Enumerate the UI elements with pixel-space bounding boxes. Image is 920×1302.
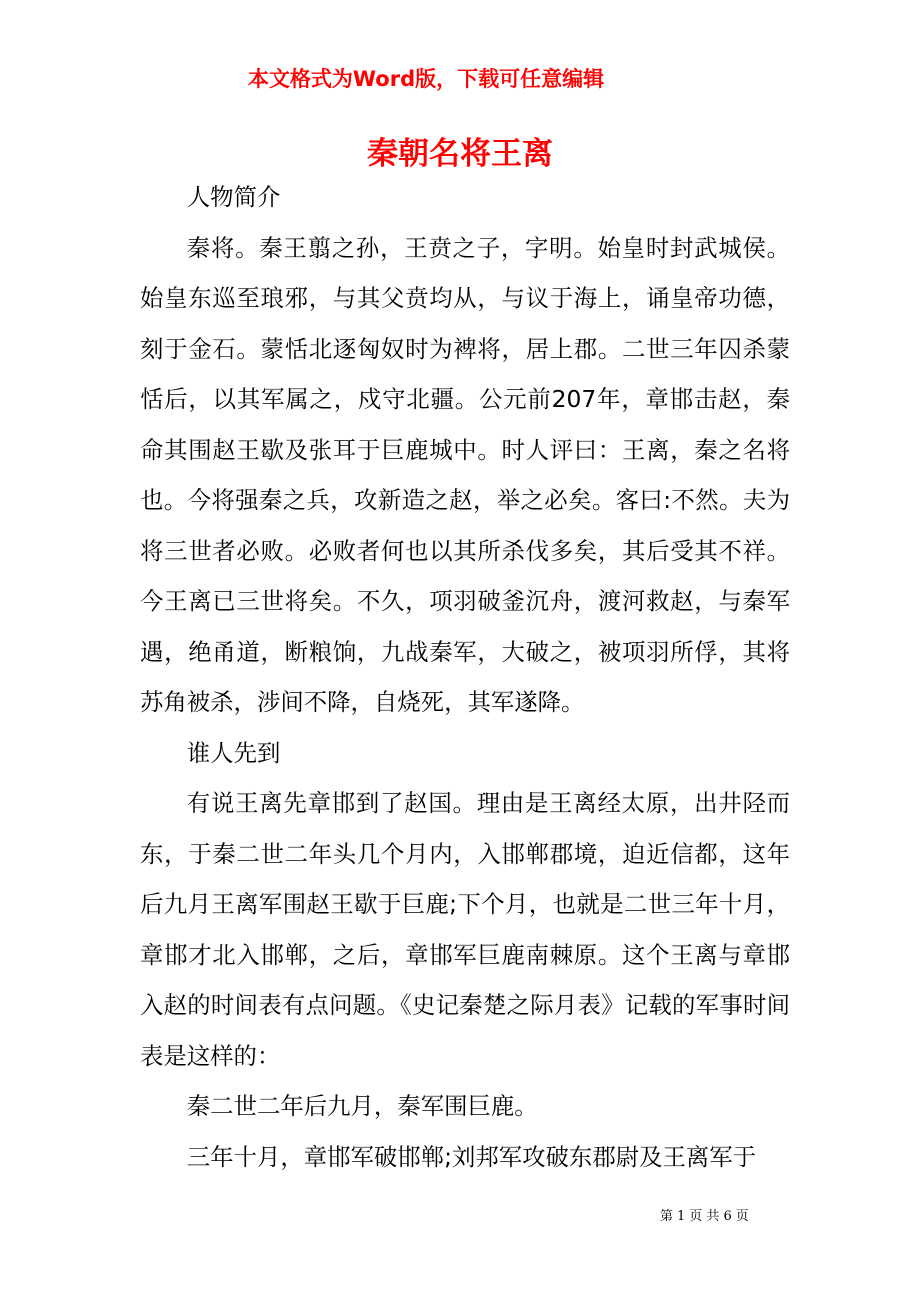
section-heading-profile: 人物简介 — [186, 183, 281, 211]
footer-suffix: 页 — [735, 1209, 749, 1224]
footer-prefix: 第 — [660, 1209, 674, 1224]
page-footer — [660, 1204, 820, 1230]
footer-page-current: 1 — [677, 1209, 686, 1224]
paragraph-who-first: 有说王离先章邯到了赵国。理由是王离经太原，出井陉而东，于秦二世二年头几个月内，入邯郸郡境，迫近信都，这年后九月王离军围赵王歇于巨鹿;下个月，也就是二世三年十月，章邯才北入邯郸，之后，章邯军巨鹿南棘原。这个王离与章邯入赵的时间表有点问题。《史记秦楚之际月表》记载的军事时间表是这样的： — [140, 789, 790, 1070]
section-heading-who-first: 谁人先到 — [186, 738, 281, 767]
format-notice: 本文格式为Word版，下载可任意编辑 — [247, 67, 605, 91]
document-body — [140, 172, 790, 1182]
footer-mid: 页 共 — [689, 1209, 720, 1224]
paragraph-timeline-2: 三年十月，章邯军破邯郸;刘邦军攻破东郡尉及王离军于 — [186, 1142, 757, 1171]
document-title: 秦朝名将王离 — [367, 136, 553, 172]
paragraph-timeline-1: 秦二世二年后九月，秦军围巨鹿。 — [186, 1092, 538, 1120]
paragraph-profile: 秦将。秦王翦之孙，王贲之子，字明。始皇时封武城侯。始皇东巡至琅邪，与其父贲均从，与议于海上，诵皇帝功德，刻于金石。蒙恬北逐匈奴时为裨将，居上郡。二世三年囚杀蒙恬后，以其军属之，戍守北疆。公元前207年，章邯击赵，秦命其围赵王歇及张耳于巨鹿城中。时人评曰：王离，秦之名将也。今将强秦之兵，攻新造之赵，举之必矣。客曰:不然。夫为将三世者必败。必败者何也以其所杀伐多矣，其后受其不祥。今王离已三世将矣。不久，项羽破釜沉舟，渡河救赵，与秦军遇，绝甬道，断粮饷，九战秦军，大破之，被项羽所俘，其将苏角被杀，涉间不降，自烧死，其军遂降。 — [140, 233, 790, 716]
footer-page-total: 6 — [723, 1209, 732, 1224]
